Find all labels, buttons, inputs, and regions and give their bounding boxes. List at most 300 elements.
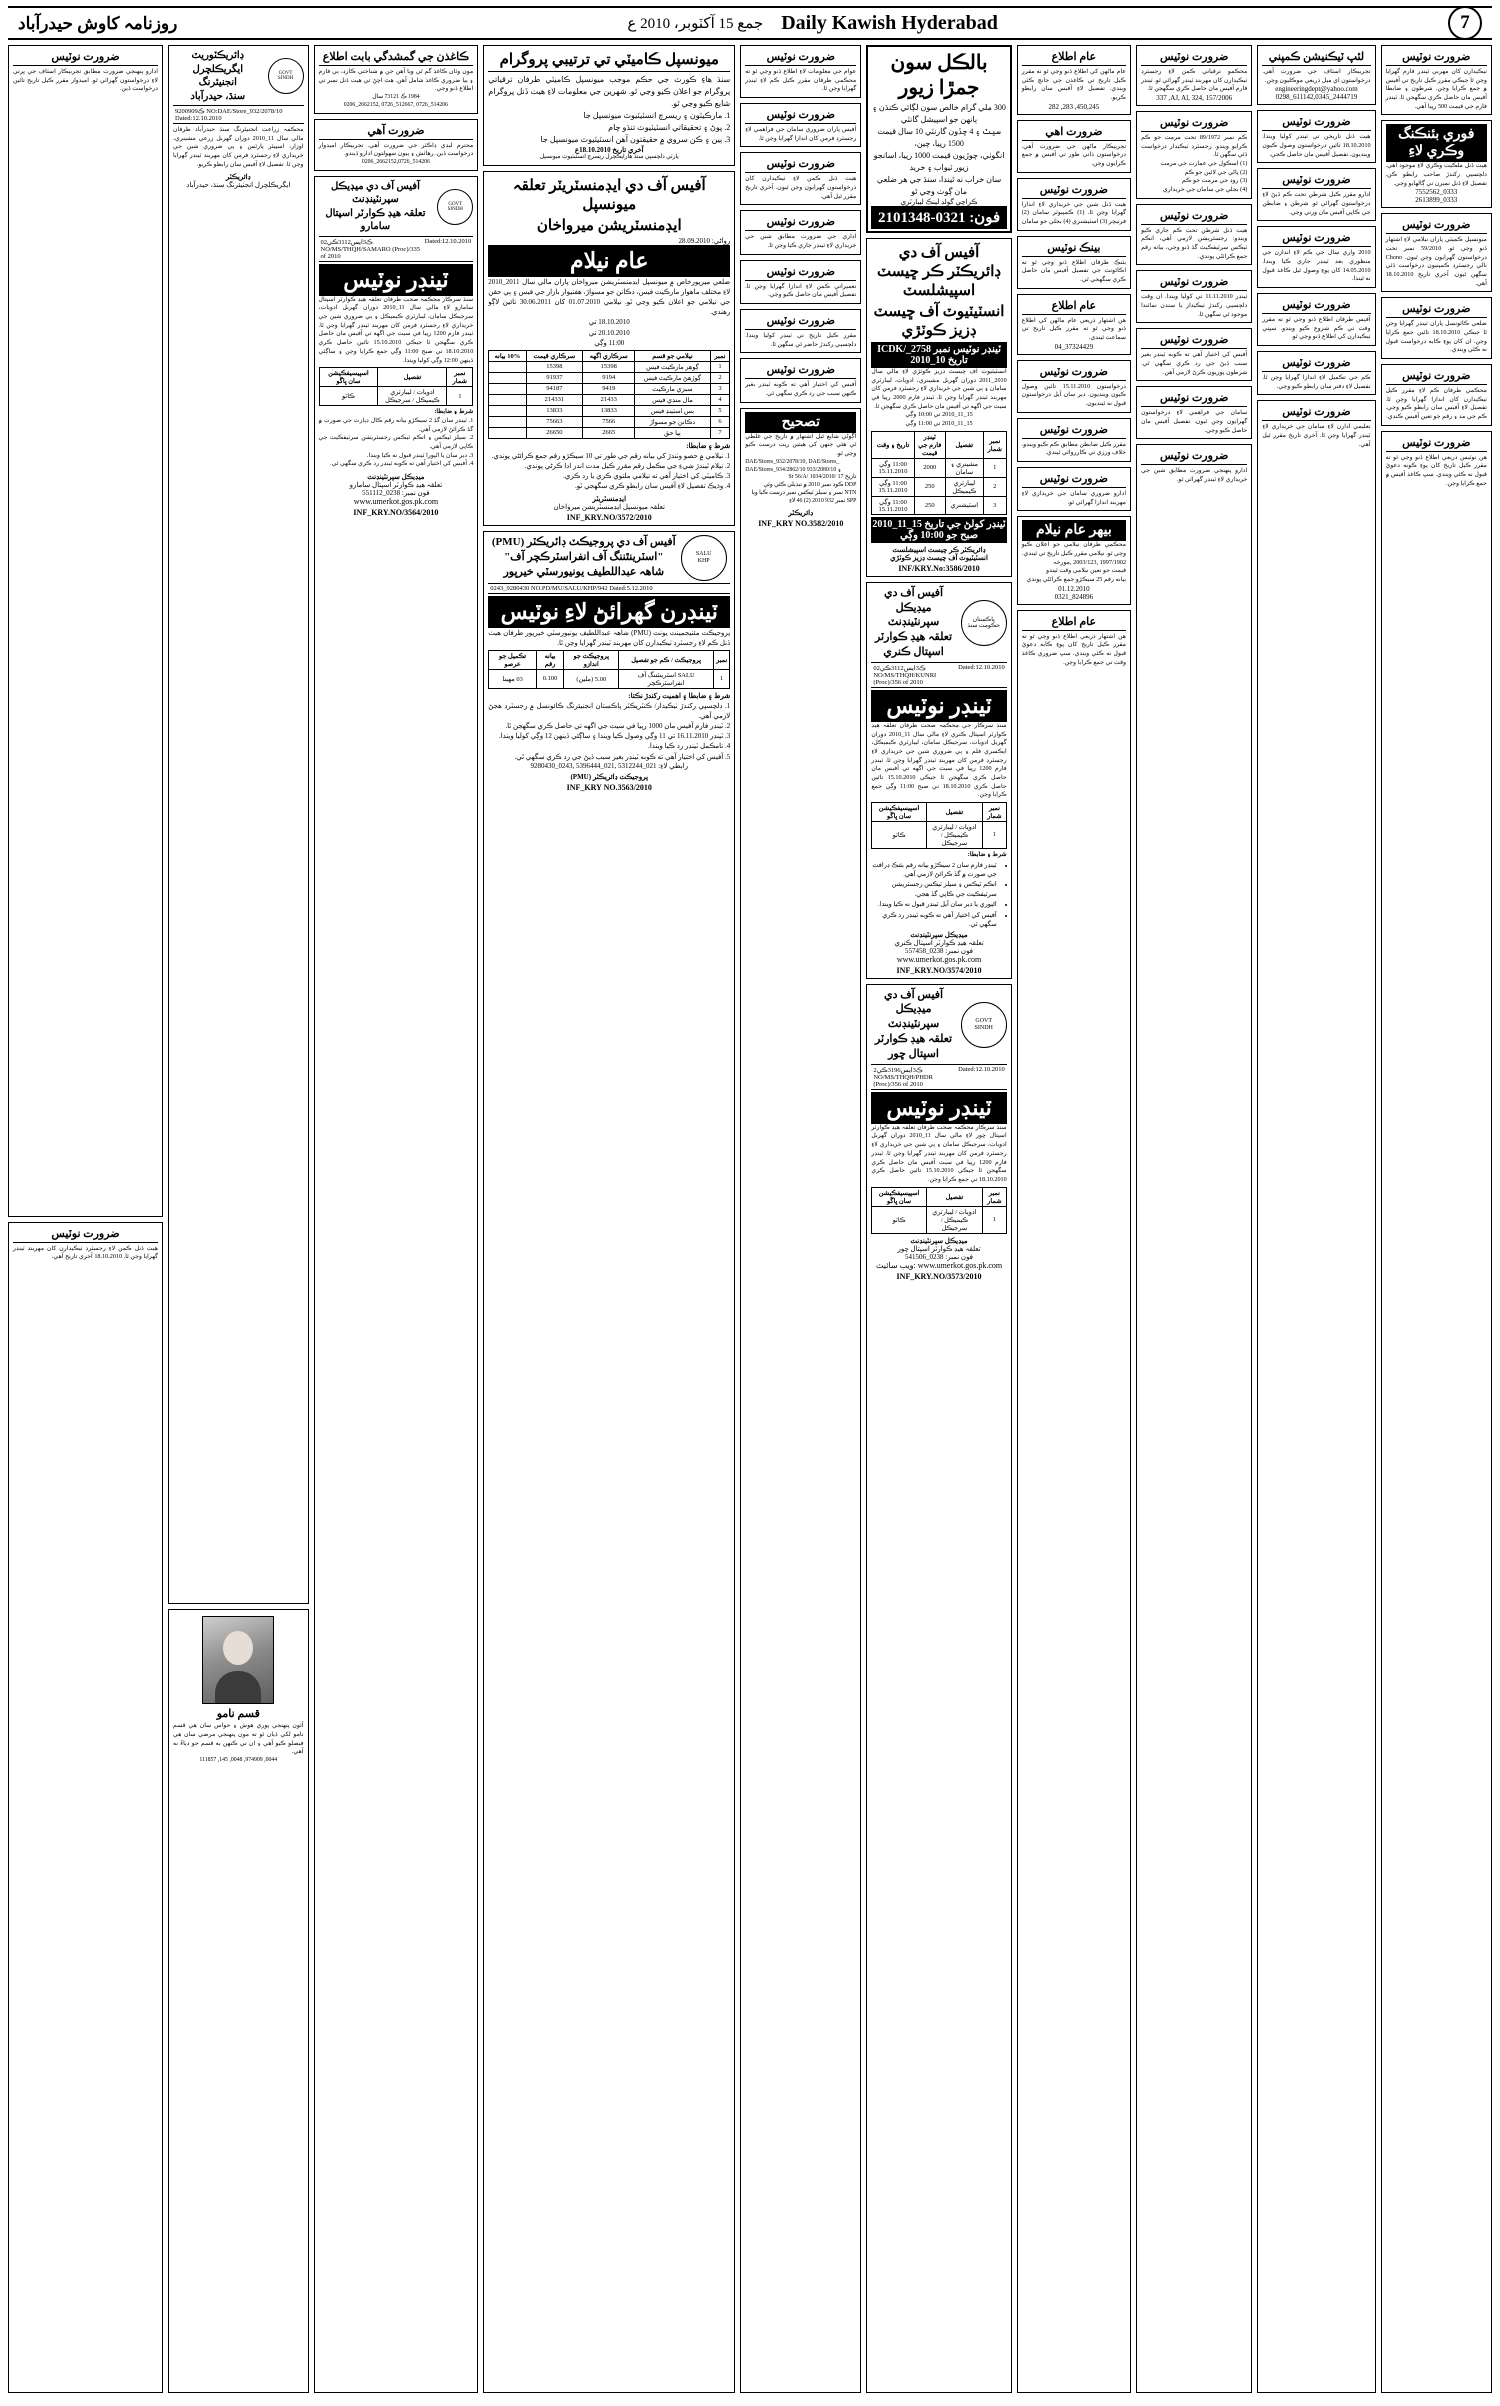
tender-table	[319, 367, 474, 406]
th-1: تفصيل	[945, 431, 983, 458]
ad-title: ضرورت نوٽيس	[51, 51, 120, 63]
ad-title: ضرورت نوٽيس	[1402, 370, 1471, 383]
ad-title: ضرورت نوٽيس	[1160, 117, 1229, 130]
ad-notice-c2-3	[1257, 168, 1375, 221]
ad-notice-c4-8	[1017, 467, 1131, 511]
hospital-title	[319, 180, 433, 234]
ad-body: آفيس طرفان اطلاع ڏنو وڃي ٿو ته مقرر وقت تي ڪم شروع ڪيو ويندو. سڀني ٺيڪيدارن کي اطلاع ڏنو وڃي ٿو.	[1262, 316, 1371, 341]
ad-notice-c6-5	[740, 260, 861, 304]
signatory: ڊائريڪٽر	[225, 173, 251, 182]
correction-line-6: SPP نمبر 932 2010 (2) 46 لاءِ	[789, 497, 857, 504]
cell: 11:00 وڳي 15.11.2010	[872, 496, 914, 514]
phone-line	[871, 1253, 1006, 1261]
term-item: 2. نيلام ٿيندڙ شيءِ جي مڪمل رقم مقرر ڪيل مدت اندر ادا ڪرڻي پوندي.	[524, 462, 731, 471]
ad-notice-c6-3	[740, 152, 861, 205]
date-line-2: 15_11_2010 تي 11:00 وڳي	[905, 420, 973, 428]
ad-body: محڪمہ زراعت انجنيئرنگ سنڌ حيدرآباد طرفان مالي سال 11_2010 دوران گهربل زرعي مشينري، اوزار، اسپيئر پارٽس ۽ ٻي ضروري شين جي خريداري لاءِ رجسٽرڊ فرمن کان مهربند ٽينڊر گهرايا وڃن ٿا. تفصيل لاءِ آفيس سان رابطو ڪريو.	[173, 126, 304, 168]
cell: 15398	[526, 361, 583, 372]
program-point-3: 3. ٻين ۽ ڪن سروي ۾ حقيقتون آهن انسٽيٽيوٽ ميونسپل جا	[540, 135, 731, 144]
column-4	[1017, 45, 1131, 2393]
ad-body: درخواستون 15.11.2010 تائين وصول ڪيون وينديون. دير سان آيل درخواستون قبول نه ٿينديون.	[1021, 382, 1127, 408]
correction-line-2: DAE/Stores_934/2862/10 ۽ 933/2080/10	[745, 466, 842, 473]
signatory-2: انسٽيٽيوٽ آف چيسٽ ڊزيز ڪوٽڙي	[890, 553, 988, 562]
hospital-title-2: تعلقہ هيڊ ڪوارٽر اسپتال ڇور	[874, 1033, 953, 1060]
cell: 250	[914, 477, 945, 496]
organisation: ايگريڪلچرل انجنيئرنگ سنڌ، حيدرآباد	[186, 181, 291, 190]
tender-table	[871, 1187, 1006, 1234]
govt-crest-icon: GOVT SINDH	[268, 58, 304, 94]
table-header-row	[319, 368, 473, 387]
ad-body: ميونسپل ڪميٽي پاران نيلامي لاءِ اشتهار ڏنو وڃي ٿو. 59/2010 نمبر تحت درخواستون گهرايون وڃن ٿيون. Chono نالي رجسٽرڊ ڪمپنيون درخواست ڏئي سگهن ٿيون. آخري تاريخ 18.10.2010 آهي.	[1385, 236, 1487, 287]
term-item: • ٽينڊر فارم سان 2 سيڪڙو بيانه رقم بئنڪ ڊرافٽ جي صورت ۾ گڏ ڪرائڻ لازمي آهي.	[871, 861, 996, 880]
table-row	[489, 669, 730, 688]
email: engineeringdept@yahoo.com	[1275, 85, 1358, 94]
cell: 5	[710, 405, 730, 416]
cell: ڪاٽو	[872, 1206, 926, 1233]
ad-body: آفيس کي اختيار آهي ته ڪوبه ٽينڊر بغير سبب ڏيڻ جي رد ڪري سگهي ٿي. شرطون پوريون ڪرڻ لازمي آهن.	[1141, 351, 1248, 376]
phone-label: فون نمبر:	[945, 946, 974, 955]
ad-title: ضرورت نوٽيس	[766, 265, 835, 278]
ad-municipal-auction	[483, 171, 735, 526]
ad-title: ضرورت اهي	[1045, 125, 1103, 138]
ad-notice-c3-4	[1136, 270, 1252, 323]
pmu-table	[488, 650, 730, 689]
meta-right: Dated:12.10.2010	[958, 663, 1005, 671]
dept-title-1: ڊائريڪٽوريٽ ايگريڪلچرل انجنيئرنگ	[191, 50, 245, 88]
cell: SALU اسٽرينٿننگ آف انفراسٽرڪچر	[619, 669, 714, 688]
ad-body: آفيس کي اختيار آهي ته ڪوبه ٽينڊر بغير ڪنهن سبب جي رد ڪري سگهي ٿي.	[745, 381, 857, 398]
th-4: 10% بيانه	[489, 350, 526, 361]
gold-line-3: انگوٺي، چوڙيون قيمت 1000 رپيا، اسانجو زيور ٽيواب ۽ خريد	[873, 151, 1005, 172]
program-deadline: آخري تاريخ 18.10.2010ع	[574, 146, 644, 154]
masthead-urdu-title: روزنامہ کاوش حیدرآباد	[18, 13, 178, 33]
ad-notice-c2-2	[1257, 110, 1375, 163]
ad-body: هن اشتهار ذريعي اطلاع ڏنو وڃي ٿو ته مقرر ڪيل تاريخ کان پوءِ ڪابه دعويٰ قبول نه ڪئي ويندي. سڀ ضروري ڪاغذ وقت تي جمع ڪرايا وڃن.	[1021, 632, 1127, 666]
meta-right: Dated:12.10.2010	[424, 237, 472, 245]
contact-phones: 0206_2662152,0726_514206	[361, 158, 430, 165]
term-item: 1. نيلامي ۾ حصو وٺندڙ کي بيانه رقم جي طور تي 10 سيڪڙو رقم جمع ڪرائڻي پوندي.	[491, 451, 731, 460]
ad-body: آئون پنهنجي پوري هوش ۽ حواس سان هي قسم نامو لکي ڏيان ٿو ته مون پنهنجي مرضي سان هي فيصلو ڪيو آهي ۽ ان تي ڪنهن به قسم جو دٻاءُ نه آهي.	[173, 1722, 304, 1756]
govt-crest-icon: پاڪستان حڪومت سنڌ	[961, 600, 1007, 646]
terms-list	[871, 861, 1006, 930]
ad-affidavit	[168, 1609, 309, 2393]
ad-body: ڪم نمبر 89/1972 تحت مرمت جو ڪم ڪرايو ويندو. رجسٽرڊ ٺيڪيدار درخواست ڏئي سگهن ٿا.	[1141, 134, 1248, 159]
cell: 15398	[583, 361, 635, 372]
ad-reference: INF_KRY NO.3563/2010	[566, 782, 652, 792]
masthead-title-kawish: Kawish	[831, 11, 897, 34]
pmu-header	[488, 535, 730, 581]
tender-table	[871, 802, 1006, 849]
table-row	[872, 477, 1006, 496]
term-item: 1. ٽينڊر سان گڏ 2 سيڪڙو بيانه رقم ڪال ڊپازٽ جي صورت ۾ گڏ ڪرائڻ لازمي آهي.	[318, 416, 474, 433]
th-2: سرڪاري اگهه	[583, 350, 635, 361]
ad-body: ضلعي ميرپورخاص ۾ ميونسپل ايڊمنسٽريشن ميرواخان پاران مالي سال 2011_2010 لاءِ مختلف ماهوار مارڪيٽ فيس، دڪانن جو مسواڙ، هفتيوار بازار جي فيس ۽ ٻي حقن جي نيلامي جو اعلان ڪيو وڃي ٿو. نيلامي 01.07.2010 کان 30.06.2011 تائين لاڳو رهندي.	[488, 277, 731, 317]
table-row	[489, 416, 730, 427]
ad-notice-c2-4	[1257, 226, 1375, 288]
ad-notice-c3-2	[1136, 111, 1252, 199]
admin-title-1: آفيس آف دي ايڊمنسٽريٽر تعلقہ ميونسپل	[512, 177, 706, 213]
column-9	[168, 45, 309, 2393]
ad-lost-documents	[314, 45, 479, 114]
ad-notice-c2-5	[1257, 293, 1375, 346]
ad-notice-c1-3	[1381, 213, 1492, 292]
cell: 3	[710, 383, 730, 394]
table-row	[489, 361, 730, 372]
column-3	[1136, 45, 1252, 2393]
meta-left: 2ڪ3ايس3196ڪي NO/MS/THQH/PHDR (Proc)/356 of 2010	[873, 1066, 933, 1088]
ad-body: سنڌ سرڪار جي محڪمہ صحت طرفان تعلقہ هيڊ ڪوارٽر اسپتال ڪنري لاءِ مالي سال 11_2010 دوران گهربل ادويات، سرجيڪل سامان، ليبارٽري ڪيميڪل، ايڪسري فلم ۽ ٻي ضروري شين جي خريداري لاءِ رجسٽرڊ فرمن کان مهربند ٽينڊر گهرايا وڃن ٿا. ٽينڊر فارم 1200 رپيا في سيٽ جي اگهه تي آفيس مان حاصل ڪري سگهجن ٿا جيڪي 15.10.2010 تائين حاصل ڪري 18.10.2010 تي صبح 11:00 وڳي جمع ڪرايا وڃن.	[871, 721, 1007, 799]
admin-date-2: 20.10.2010 تي	[588, 328, 630, 337]
term-item: • آفيس کي اختيار آهي ته ڪوبه ٽينڊر رد ڪري سگهي ٿي.	[871, 911, 996, 930]
ad-body: مقرر ڪيل ضابطن مطابق ڪم ڪيو ويندو. خلاف ورزي تي ڪارروائي ٿيندي.	[1021, 440, 1127, 457]
ad-body: ٺيڪيدارن کان مهربي ٽينڊر فارم گهرايا وڃن ٿا جيڪي مقرر ڪيل تاريخ تي آفيس ۾ جمع ڪرايا وڃن. شرطون ۽ ضابطا آفيس مان حاصل ڪري سگهجن ٿا. ٽينڊر فارم جي قيمت 500 رپيا آهي.	[1385, 68, 1487, 110]
ad-body: هن اشتهار ذريعي عام ماڻهن کي اطلاع ڏنو وڃي ٿو ته مقرر ڪيل تاريخ تي سماعت ٿيندي.	[1021, 316, 1127, 342]
program-point-2: 2. پوڻ ۽ تحقيقاتي انسٽيٽيوٽ تنڌو چام	[608, 123, 731, 132]
table-header-row	[489, 650, 730, 669]
cell: دڪانن جو مسواڙ	[635, 416, 710, 427]
admin-title-2: ايڊمنسٽريشن ميرواخان	[536, 217, 682, 234]
ad-body: سنڌ سرڪار محڪمہ صحت طرفان تعلقہ هيڊ ڪوارٽر اسپتال سامارو لاءِ مالي سال 11_2010 دوران گهربل ادويات، سرجيڪل سامان، ليبارٽري ڪيميڪل ۽ ٻي ضروري شين جي خريداري لاءِ رجسٽرڊ فرمن کان مهربند ٽينڊر گهرايا وڃن ٿا. ٽينڊر فارم 1200 رپيا في سيٽ جي اگهه تي آفيس مان حاصل ڪري سگهجن ٿا جيڪي 15.10.2010 تائين حاصل ڪري 18.10.2010 تي صبح 11:00 وڳي جمع ڪرايا وڃن ۽ ساڳئي ڏينهن 12:00 وڳي کوليا ويندا.	[318, 295, 474, 364]
ad-reference: INF/KRY.No:3586/2010	[898, 563, 980, 573]
ad-body: محترم ليڊي ڊاڪٽر جي ضرورت آهي. تجربيڪار اميدوار درخواست ڏين. رهائش ۽ ٻيون سهولتون ادارو ڏيندو.	[318, 141, 474, 158]
terms-title: شرط ۽ ضابطا:	[967, 850, 1007, 858]
ad-title: عام اطلاع	[1051, 299, 1097, 312]
phone-number: 0238_557458	[905, 946, 944, 955]
hospital-meta	[871, 1064, 1006, 1090]
masthead	[8, 6, 1492, 40]
cell: 7566	[583, 416, 635, 427]
term-item: • انڪم ٽيڪس ۽ سيلز ٽيڪس رجسٽريشن سرٽيفڪيٽ جي ڪاپي گڏ هجي.	[871, 880, 996, 899]
ad-thq-kunri	[866, 582, 1011, 979]
ad-body: ادارو مقرر ڪيل شرطن تحت ڪم ڏيڻ لاءِ درخواستون گهرائي ٿو. شرطن ۽ ضابطن جي ڪاپي آفيس مان ورتي وڃي.	[1262, 191, 1371, 216]
ad-title: ضرورت نوٽيس	[1160, 334, 1229, 347]
ad-title: ضرورت نوٽيس	[1402, 219, 1471, 232]
ad-body: مون وٽان ڪاغذ گم ٿي ويا آهن جن ۾ شناختي ڪارڊ، بي فارم ۽ ٻيا ضروري ڪاغذ شامل آهن. هٿ اچڻ تي هيٺ ڏنل نمبر تي اطلاع ڏنو وڃي.	[318, 68, 474, 93]
ad-body: بئنڪ طرفان اطلاع ڏنو وڃي ٿو ته اڪائونٽ جي تفصيل آفيس مان حاصل ڪري سگهجي ٿي.	[1021, 258, 1127, 284]
ad-title: ضرورت نوٽيس	[766, 315, 835, 328]
th-0: نمبر شمار	[983, 431, 1006, 458]
meta-text: 9200909ڪ NO:DAE/Store_932/2078/10 Dated:12.10.2010	[175, 108, 283, 122]
term-item: • اڻپوري يا دير سان آيل ٽينڊر قبول نه ڪيا ويندا.	[871, 900, 996, 909]
auction-line-1: 1997/1902 ,2003/123 ,مورخہ	[1053, 558, 1127, 566]
auction-line-3: بيانه رقم 25 سيڪڙو جمع ڪرائڻي پوندي	[1026, 576, 1127, 584]
reference: 04_37324429	[1054, 342, 1094, 351]
ad-requirement-c8	[314, 119, 479, 171]
cell: 9419	[583, 383, 635, 394]
cell: ادويات / ليبارٽري ڪيميڪل / سرجيڪل	[926, 821, 982, 848]
ad-body: محڪمي طرفان ڪم لاءِ مقرر ڪيل ٺيڪيدارن کان اندازا گهرايا وڃن ٿا. تفصيل لاءِ آفيس سان رابطو ڪيو وڃي. ڪم جي مد ۽ رقم جو تعين آفيس ڪندي.	[1385, 387, 1487, 421]
tender-open-highlight: ٽينڊر کولڻ جي تاريخ 15_11_2010 صبح جو 10:00 وڳي	[872, 518, 1006, 541]
tender-number: ٽينڊر نوٽيس نمبر ICDK/_2758 تاريخ 10_2010	[871, 342, 1006, 368]
reference-numbers: 337 ,AJ, Al, 324, 157/2006	[1156, 94, 1233, 103]
ad-title: لئپ ٽيڪنيشن ڪمپني	[1268, 51, 1365, 63]
ad-agri-engineering	[168, 45, 309, 1604]
hospital-title-2: تعلقہ هيڊ ڪوارٽر اسپتال ڪنري	[874, 631, 953, 659]
th-1: تفصيل	[926, 1187, 982, 1206]
ad-title: ضرورت نوٽيس	[1160, 209, 1229, 222]
table-row	[872, 1206, 1006, 1233]
ad-requirement-c4-2	[1017, 120, 1131, 173]
ad-body: تجربيڪار اسٽاف جي ضرورت آهي. درخواستون اي ميل ذريعي موڪليون وڃن.	[1262, 68, 1371, 84]
ad-title: ضرورت نوٽيس	[1282, 299, 1351, 312]
ad-chest-institute	[866, 238, 1011, 577]
hospital-header	[871, 586, 1006, 660]
cell: مشينري ۽ سامان	[945, 458, 983, 477]
column-10	[8, 45, 163, 2393]
ad-body: هيٺ ڏنل ڪمن لاءِ رجسٽرڊ ٺيڪيدارن کان مهربند ٽينڊر گهرايا وڃن ٿا. 18.10.2010 آخري تاريخ آهي.	[12, 1244, 159, 1261]
cell: 3	[983, 496, 1006, 514]
ad-line-1: (1) اسڪول جي عمارت جي مرمت	[1160, 160, 1248, 168]
ad-title: ضرورت نوٽيس	[766, 364, 835, 377]
ad-title: ضرورت نوٽيس	[1039, 423, 1109, 436]
table-row	[489, 427, 730, 438]
signatory-2: تعلقہ هيڊ ڪوارٽر اسپتال ڇور	[897, 1244, 981, 1253]
th-0: نمبر شمار	[983, 802, 1007, 821]
ad-body: پروجيڪٽ مئنيجمينٽ يونٽ (PMU) شاهہ عبداللطيف يونيورسٽي خيرپور طرفان هيٺ ڏنل ڪم لاءِ رجسٽرڊ ٺيڪيدارن کان مهربند ٽينڊر گهرايا وڃن ٿا.	[488, 628, 731, 647]
table-header-row	[489, 350, 730, 361]
ad-notice-c4-3	[1017, 178, 1131, 231]
cell: ليبارٽري ڪيميڪل	[945, 477, 983, 496]
meta-right: Dated:12.10.2010	[958, 1065, 1005, 1073]
table-row	[489, 372, 730, 383]
masthead-date: جمع 15 آکٽوبر، 2010 ع	[627, 15, 764, 32]
ad-body: ضلعي ڪائونسل پاران ٽينڊر گهرايا وڃن ٿا جيڪي 18.10.2010 تائين جمع ڪرايا وڃن. ان کان پوءِ ڪابه درخواست قبول نه ڪئي ويندي.	[1385, 320, 1487, 354]
ad-notice-c4-7	[1017, 418, 1131, 462]
ad-title: ضرورت نوٽيس	[1039, 473, 1109, 486]
ad-notice-c6-4	[740, 210, 861, 254]
ad-municipal-program	[483, 45, 735, 166]
ad-body: سامان جي فراهمي لاءِ درخواستون گهرايون وڃن ٿيون. تفصيل آفيس مان حاصل ڪيو وڃي.	[1141, 409, 1248, 434]
th-1: تفصيل	[926, 802, 982, 821]
cell: ادويات / ليبارٽري ڪيميڪل / سرجيڪل	[926, 1206, 982, 1233]
ad-line-2: (2) پاڻي جي لائين جو ڪم	[1184, 168, 1248, 176]
cell: 7	[710, 427, 730, 438]
ad-title: ضرورت نوٽيس	[1282, 174, 1351, 187]
th-3: تاريخ ۽ وقت	[872, 431, 914, 458]
cell: 1	[983, 458, 1006, 477]
table-header-row	[872, 1187, 1006, 1206]
cell: 13833	[526, 405, 583, 416]
website[interactable]: www.umerkot.gos.pk.com	[896, 954, 982, 964]
masthead-english-title	[781, 12, 998, 35]
auction-line-2: قيمت جو تعين نيلامي وقت ٿيندو	[1046, 567, 1127, 575]
hospital-title-1: آفيس آف دي ميڊيڪل سپرنٽينڊنٽ	[883, 586, 944, 629]
ad-body: ادارو پنهنجي ضرورت مطابق تجربيڪار اسٽاف جي ڀرتي لاءِ درخواستون گهرائي ٿو. اميدوار مقرر ڪيل تاريخ تائين درخواست ڏين.	[12, 68, 159, 93]
column-7	[483, 45, 735, 2393]
ad-notice-c4-6	[1017, 360, 1131, 413]
ad-correction-notice	[740, 408, 861, 2393]
th-1: پروجيڪٽ / ڪم جو تفصيل	[619, 650, 714, 669]
auction-banner: بيهر عام نيلام	[1022, 520, 1126, 541]
ad-notice-c2-7	[1257, 400, 1375, 2393]
gold-line-4: سان خراب نه ٿيندا، سنڌ جي هر ضلعي مان ڳوٺ وڃي ٿو	[876, 175, 1002, 196]
term-item: 5. آفيس کي اختيار آهي ته ڪوبه ٽينڊر بغير سبب ڏيڻ جي رد ڪري سگهي ٿي.	[514, 752, 731, 761]
signatory-1: ايڊمنسٽريٽر	[592, 494, 627, 503]
signatory-1: ميڊيڪل سپرنٽينڊنٽ	[910, 930, 968, 939]
pmu-title-1: آفيس آف دي پروجيڪٽ ڊائريڪٽر (PMU)	[491, 536, 676, 549]
ad-title: ضرورت نوٽيس	[1282, 116, 1351, 129]
ad-title: فوري بئنڪنگ وڪري لاءِ	[1386, 124, 1487, 162]
ad-bank-sale-c1	[1381, 120, 1492, 208]
phone-line	[871, 947, 1006, 955]
reference-numbers: 111857 ,145 ,0048 ,974909 ,0044	[199, 1757, 278, 1764]
ad-bank-notice-c4-4	[1017, 236, 1131, 289]
cell: ڳوڙهڻ مارڪيٽ فيس	[635, 372, 710, 383]
cell: 11:00 وڳي 15.11.2010	[872, 458, 914, 477]
phone-number: 0238_541506	[905, 1252, 944, 1261]
cell: 26650	[526, 427, 583, 438]
ad-title: ضرورت نوٽيس	[1160, 450, 1229, 463]
terms-title: شرط ۽ ضابطا:	[434, 408, 474, 416]
ad-body: ڪم جي تڪميل لاءِ اندازا گهرايا وڃن ٿا. تفصيل لاءِ دفتر سان رابطو ڪيو وڃي.	[1262, 374, 1371, 390]
cell	[489, 405, 526, 416]
ad-body: مقرر ڪيل تاريخ تي ٽينڊر کوليا ويندا. دلچسپي رکندڙ حاضر ٿي سگهن ٿا.	[745, 332, 857, 348]
page-number: 7	[1448, 6, 1482, 40]
correction-line-1: DAE/Stores_932/2078/10, DAE/Stores_	[745, 458, 840, 465]
ad-reference: INF_KRY.NO/3573/2010	[896, 1271, 982, 1281]
program-title: ميونسپل ڪاميٽي تي ترتيبي پروگرام	[499, 52, 719, 68]
ad-body: محڪمو ترقياتي ڪمن لاءِ رجسٽرڊ ٺيڪيدارن کان مهربند ٽينڊر گهرائي ٿو. ٽينڊر فارم آفيس مان حاصل ڪري سگهجن ٿا.	[1141, 68, 1248, 93]
table-row	[872, 496, 1006, 514]
meta-left: 02ڪ3ايس3112ڪي NO/MS/THQH/KUNRI (Proc)/356 of 2010	[873, 664, 937, 686]
ad-title: ضرورت نوٽيس	[1039, 365, 1109, 378]
pmu-title-3: شاهہ عبداللطيف يونيورسٽي خيرپور	[503, 565, 665, 578]
th-1: تفصيل	[378, 368, 447, 387]
ad-body: 2010 واري سال جي ڪم لاءِ اندازن جي منظوري بعد ٽينڊر جاري ڪيا ويندا. 14.05.2010 کان پوءِ وصول ٿيل ڪاغذ قبول نه ٿيندا.	[1262, 249, 1371, 283]
govt-crest-icon: GOVT SINDH	[961, 1002, 1007, 1048]
gold-phone[interactable]	[871, 206, 1006, 229]
contact-label: رابطي لاءِ:	[658, 761, 689, 770]
dept-meta	[173, 105, 304, 124]
ad-body: هيٺ ڏنل شرطن تحت ڪم جاري ڪيو ويندو: رجسٽريشن لازمي آهي، انڪم ٽيڪس سرٽيفڪيٽ گڏ ڏنو وڃي، بيانه رقم جمع ڪرائڻي پوندي.	[1141, 226, 1248, 260]
term-item: 4. وڌيڪ تفصيل لاءِ آفيس سان رابطو ڪري سگهجي ٿو.	[575, 482, 731, 491]
column-8	[314, 45, 479, 2393]
cell	[489, 372, 526, 383]
ad-body: سنڌ هاءِ ڪورٽ جي حڪم موجب ميونسپل ڪاميٽي طرفان ترقياتي پروگرام جو اعلان ڪيو وڃي ٿو. شهرين جي معلومات لاءِ هيٺ ڏنل پروگرام شايع ڪيو وڃي ٿو.	[488, 75, 731, 108]
ad-title: ضرورت نوٽيس	[1160, 392, 1229, 405]
th-3: سرڪاري قيمت	[526, 350, 583, 361]
ad-pmu-salu	[483, 531, 735, 2394]
website[interactable]: www.umerkot.gos.pk.com	[353, 496, 439, 506]
masthead-center	[627, 12, 998, 35]
phone-line	[319, 489, 474, 497]
cell: 6	[710, 416, 730, 427]
dept-header	[173, 49, 304, 103]
ad-body: محڪمي طرفان نيلامي جو اعلان ڪيو وڃي ٿو. نيلامي مقرر ڪيل تاريخ تي ٿيندي.	[1021, 541, 1127, 558]
table-row	[872, 821, 1006, 848]
program-point-1: 1. مارڪيٽون ۽ ريسرچ انسٽيٽيوٽ ميونسپل جا	[583, 111, 731, 120]
phone-1: 0333_7552562	[1415, 188, 1458, 197]
phone-label: فون نمبر:	[401, 488, 430, 497]
cell: ڳوهر مارڪيٽ فيس	[635, 361, 710, 372]
ad-notice-c1-1	[1381, 45, 1492, 115]
ad-body: تعميراتي ڪمن لاءِ اندازا گهرايا وڃن ٿا. تفصيل آفيس مان حاصل ڪيو وڃي.	[745, 282, 857, 299]
ad-body: هيٺ ڏنل ملڪيت وڪري لاءِ موجود آهي. دلچسپي رکندڙ صاحب رابطو ڪن. تفصيل لاءِ ڏنل نمبرن تي ڳالهايو وڃي.	[1385, 162, 1487, 187]
hospital-title-1: آفيس آف دي ميڊيڪل سپرنٽينڊنٽ	[883, 988, 944, 1031]
term-item: 3. دير سان يا اڻپورا ٽينڊر قبول نه ڪيا ويندا.	[366, 451, 474, 459]
signatory-2: تعلقہ ميونسپل ايڊمنسٽريشن ميرواخان	[553, 502, 665, 511]
page-columns	[8, 45, 1492, 2393]
term-item: 2. ٽينڊر فارم آفيس مان 1000 رپيا في سيٽ جي اگهه تي حاصل ڪري سگهجن ٿا.	[505, 722, 731, 731]
ad-body: عام ماڻهن کي اطلاع ڏنو وڃي ٿو ته مقرر ڪيل تاريخ تي ڪاغذن جي جانچ ڪئي ويندي. تفصيل لاءِ آفيس سان رابطو ڪريو.	[1021, 68, 1127, 102]
ad-title: ضرورت نوٽيس	[1282, 406, 1351, 419]
ad-general-info-c4-5	[1017, 294, 1131, 355]
th-3: بيانه رقم	[536, 650, 563, 669]
ad-body: انسٽيٽيوٽ آف چيسٽ ڊزيز ڪوٽڙي لاءِ مالي سال 2010_2011 دوران گهربل مشينري، ادويات، ليبارٽري سامان ۽ ٻي شين جي خريداري لاءِ رجسٽرڊ فرمن کان مهربند ٽينڊر گهرايا وڃن ٿا. ٽينڊر فارم 2000 رپيا في سيٽ جي اگهه تي آفيس مان حاصل ڪري سگهجن ٿا.	[871, 368, 1007, 410]
ad-notice-c3-3	[1136, 204, 1252, 266]
cell: 2000	[914, 458, 945, 477]
cell: ڪاٽو	[872, 821, 926, 848]
column-1	[1381, 45, 1492, 2393]
govt-crest-icon: GOVT SINDH	[437, 189, 473, 225]
signatory-1: ڊائريڪٽر ڪر چيسٽ اسپيشلسٽ	[892, 545, 986, 554]
ad-notice-c3-1	[1136, 45, 1252, 106]
cell: اسٽيشنري	[945, 496, 983, 514]
cell: 214331	[526, 394, 583, 405]
th-2: اسپيسيفڪيشن سان ڀاڱو	[872, 1187, 926, 1206]
cell: 94187	[526, 383, 583, 394]
ad-title: ضرورت نوٽيس	[1402, 303, 1471, 316]
ad-reference: INF_KRY.NO/3564/2010	[353, 507, 439, 517]
masthead-right	[1448, 6, 1482, 40]
gold-phone-label: فون:	[969, 210, 1001, 226]
ad-body: اڳوڻي شايع ٿيل اشتهار ۾ تاريخ جي غلطي ٿي هئي جنهن کي هيٺين ريت درست ڪيو وڃي ٿو.	[745, 432, 857, 458]
ad-title: ضرورت نوٽيس	[51, 1227, 120, 1240]
ad-title: عام اطلاع	[1051, 51, 1097, 63]
tender-banner: ٽينڊر نوٽيس	[319, 264, 474, 296]
table-row	[489, 383, 730, 394]
cell	[489, 361, 526, 372]
hospital-title-1: آفيس آف دي ميڊيڪل سپرنٽينڊنٽ	[330, 180, 420, 206]
ad-notice-c3-6	[1136, 386, 1252, 439]
cell: بس اسٽينڊ فيس	[635, 405, 710, 416]
ad-body: اداري جي ضرورت مطابق شين جي خريداري لاءِ ٽينڊر جاري ڪيا وڃن ٿا.	[745, 233, 857, 250]
ad-auction-c4	[1017, 516, 1131, 604]
cell	[489, 394, 526, 405]
ad-body: ادارو پنهنجي ضرورت مطابق شين جي خريداري لاءِ ٽينڊر گهرائي ٿو.	[1141, 467, 1248, 484]
ad-line-3: (3) روڊ جي مرمت جو ڪم	[1182, 177, 1248, 185]
admin-date-1: 18.10.2010 تي	[588, 318, 630, 327]
pmu-title-2: "اسٽرينٿننگ آف انفراسٽرڪچر آف"	[504, 551, 664, 564]
table-row	[489, 394, 730, 405]
gold-shop-name: ڪراچي گولڊ لينڪ ليبارٽري	[900, 198, 978, 206]
ad-body: هيٺ ڏنل ڪمن لاءِ ٺيڪيدارن کان درخواستون گهرايون وڃن ٿيون. آخري تاريخ مقرر ٿيل آهي.	[745, 175, 857, 200]
website-line[interactable]	[871, 1261, 1006, 1270]
cell: 91937	[526, 372, 583, 383]
table-row	[319, 387, 473, 406]
th-1: نيلامي جو قسم	[635, 350, 710, 361]
signatory-1: ميڊيڪل سپرنٽينڊنٽ	[367, 472, 425, 481]
term-item: 2. سيلز ٽيڪس ۽ انڪم ٽيڪس رجسٽريشن سرٽيفڪيٽ جي ڪاپي لازمي آهي.	[318, 434, 474, 450]
ad-body: ٽينڊر 11.11.2010 تي کوليا ويندا. ان وقت دلچسپي رکندڙ ٺيڪيدار يا سندن نمائندا موجود ٿي سگهن ٿا.	[1141, 293, 1248, 318]
table-header-row	[872, 431, 1006, 458]
ad-notice-c6-1	[740, 45, 861, 98]
cell: ڪاٽو	[319, 387, 378, 406]
table-row	[489, 405, 730, 416]
cell: 1	[983, 1206, 1007, 1233]
cell: 0.100	[536, 669, 563, 688]
ad-body: هن نوٽيس ذريعي اطلاع ڏنو وڃي ٿو ته مقرر ڪيل تاريخ کان پوءِ ڪوبه دعويٰ قبول نه ڪئي ويندي. سڀ ڪاغذ آفيس ۾ جمع ڪرايا وڃن.	[1385, 453, 1487, 487]
ad-body: تعليمي ادارن لاءِ سامان جي خريداري لاءِ ٽينڊر گهرايا وڃن ٿا. آخري تاريخ مقرر ٿيل آهي.	[1262, 423, 1371, 448]
ad-body: تجربيڪار ماڻهن جي ضرورت آهي. درخواستون ذاتي طور تي آفيس ۾ جمع ڪرايون وڃن.	[1021, 142, 1127, 168]
pmu-title	[492, 535, 676, 580]
ad-notice-c2-6	[1257, 351, 1375, 395]
correction-banner: تصحيح	[745, 412, 856, 433]
ad-reference: INF_KRY.NO/3572/2010	[566, 512, 652, 522]
ad-body: آفيس پاران ضروري سامان جي فراهمي لاءِ رجسٽرڊ فرمن کان اندازا گهرايا وڃن ٿا.	[745, 126, 857, 142]
tender-banner: ٽينڊر نوٽيس	[871, 690, 1006, 722]
office-title-2: انسٽيٽيوٽ آف ڇيسٽ ڊزيز ڪوٽڙي	[873, 304, 1005, 339]
